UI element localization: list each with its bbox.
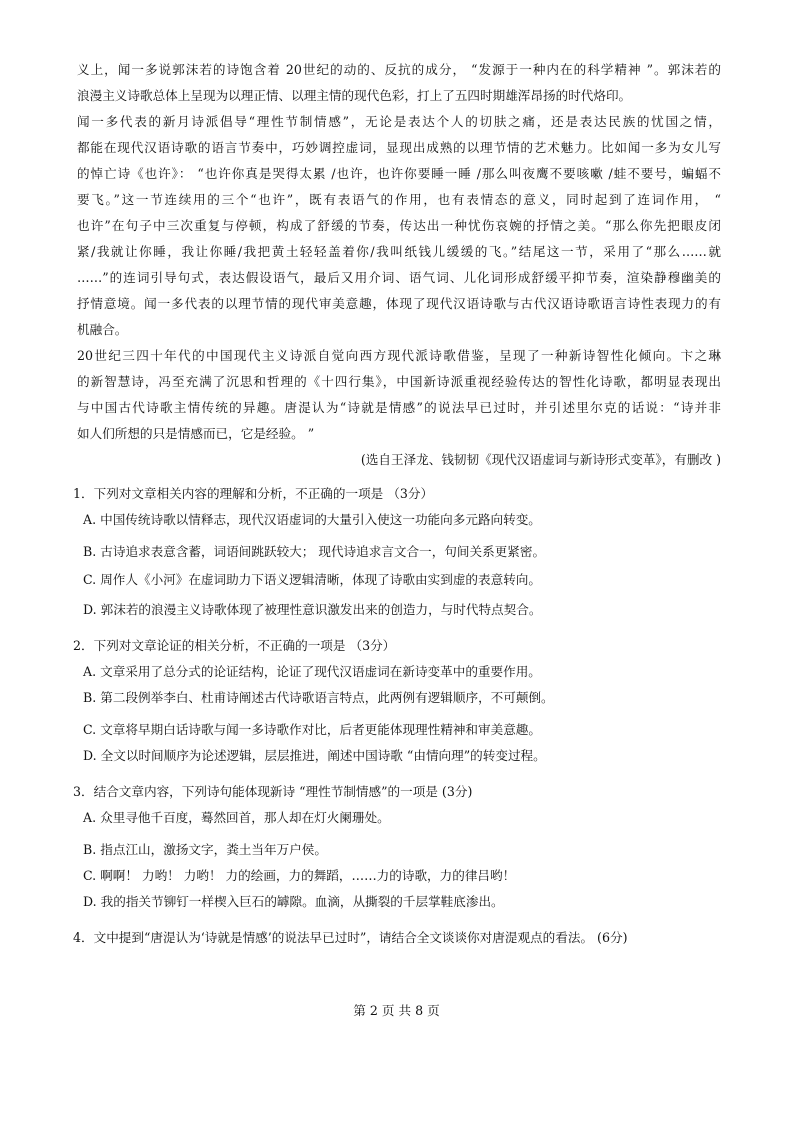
passage-line: 义上，闻一多说郭沫若的诗饱含着 20世纪的动的、反抗的成分， “发源于一种内在的科学精神 ”。郭沫若的 [77,62,721,77]
passage-line: 如人们所想的只是情感而已，它是经验。 ” [77,426,315,441]
question-3-stem: 3．结合文章内容，下列诗句能体现新诗 “理性节制情感”的一项是 (3分) [73,784,473,799]
passage-line: 也许”在句子中三次重复与停顿，构成了舒缓的节奏，传达出一种忧伤哀婉的抒情之美。“那么你先把眼皮闭 [77,218,721,233]
question-3-option-a: A. 众里寻他千百度，蓦然回首，那人却在灯火阑珊处。 [83,810,390,825]
question-2-option-a: A. 文章采用了总分式的论证结构，论证了现代汉语虚词在新诗变革中的重要作用。 [83,664,541,679]
passage-line: 的悼亡诗《也许》： “也许你真是哭得太累 /也许，也许你要睡一睡 /那么叫夜鹰不要咳嗽 /蛙不要号，蝙蝠不 [77,166,721,181]
passage-line: ……”的连词引导句式，表达假设语气，最后又用介词、语气词、儿化词形成舒缓平抑节奏，渲染静穆幽美的 [77,270,721,285]
passage-line: 闻一多代表的新月诗派倡导“理性节制情感”，无论是表达个人的切肤之痛，还是表达民族的忧国之情， [77,114,721,129]
question-1-option-b: B. 古诗追求表意含蓄，词语间跳跃较大； 现代诗追求言文合一，句间关系更紧密。 [83,544,546,559]
passage-line: 机融合。 [77,322,128,337]
question-1-option-c: C. 周作人《小河》在虚词助力下语义逻辑清晰，体现了诗歌由实到虚的表意转向。 [83,572,541,587]
passage-line: 与中国古代诗歌主情传统的异趣。唐湜认为“诗就是情感”的说法早已过时，并引述里尔克的话说：“诗并非 [77,400,721,415]
question-3-option-b: B. 指点江山，激扬文字，粪土当年万户侯。 [83,842,327,857]
question-2-option-b: B. 第二段例举李白、杜甫诗阐述古代诗歌语言特点，此两例有逻辑顺序，不可颠倒。 [83,690,554,705]
passage-source: (选自王泽龙、钱韧韧《现代汉语虚词与新诗形式变革》，有删改 ) [360,452,721,467]
question-3-option-c: C. 啊啊！ 力哟！ 力哟！ 力的绘画，力的舞蹈，……力的诗歌，力的律吕哟！ [83,868,516,883]
question-3-option-d: D. 我的指关节铆钉一样楔入巨石的罅隙。血滴，从撕裂的千层掌鞋底渗出。 [83,894,504,909]
passage-line: 20世纪三四十年代的中国现代主义诗派自觉向西方现代派诗歌借鉴，呈现了一种新诗智性化倾向。卞之琳 [77,348,721,363]
passage-line: 浪漫主义诗歌总体上呈现为以理正情、以理主情的现代色彩，打上了五四时期雄浑昂扬的时代烙印。 [77,88,632,103]
passage-line: 要飞。”这一节连续用的三个“也许”，既有表语气的作用，也有表情态的意义，同时起到了连词作用， “ [77,192,721,207]
question-2-option-d: D. 全文以时间顺序为论述逻辑，层层推进，阐述中国诗歌 “由情向理”的转变过程。 [83,748,546,763]
passage-line: 的新智慧诗，冯至充满了沉思和哲理的《十四行集》，中国新诗派重视经验传达的智性化诗歌，都明显表现出 [77,374,721,389]
page-number: 第 2 页 共 8 页 [353,1003,440,1018]
passage-line: 紧/我就让你睡，我让你睡/我把黄土轻轻盖着你/我叫纸钱儿缓缓的飞。”结尾这一节，采用了“那么……就 [77,244,721,259]
question-1-option-d: D. 郭沫若的浪漫主义诗歌体现了被理性意识激发出来的创造力，与时代特点契合。 [83,602,542,617]
question-1-stem: 1．下列对文章相关内容的理解和分析，不正确的一项是 （3分） [73,486,434,501]
passage-line: 抒情意境。闻一多代表的以理节情的现代审美意趣，体现了现代汉语诗歌与古代汉语诗歌语言诗性表现力的有 [77,296,721,311]
question-2-option-c: C. 文章将早期白话诗歌与闻一多诗歌作对比，后者更能体现理性精神和审美意趣。 [83,722,541,737]
question-2-stem: 2．下列对文章论证的相关分析，不正确的一项是 （3分） [73,638,396,653]
question-1-option-a: A. 中国传统诗歌以情释志，现代汉语虚词的大量引入使这一功能向多元路向转变。 [83,512,541,527]
passage-line: 都能在现代汉语诗歌的语言节奏中，巧妙调控虚词，显现出成熟的以理节情的艺术魅力。比如闻一多为女儿写 [77,140,721,155]
question-4-stem: 4．文中提到“唐湜认为‘诗就是情感’的说法早已过时”，请结合全文谈谈你对唐湜观点的看法。 (6分) [73,930,628,945]
